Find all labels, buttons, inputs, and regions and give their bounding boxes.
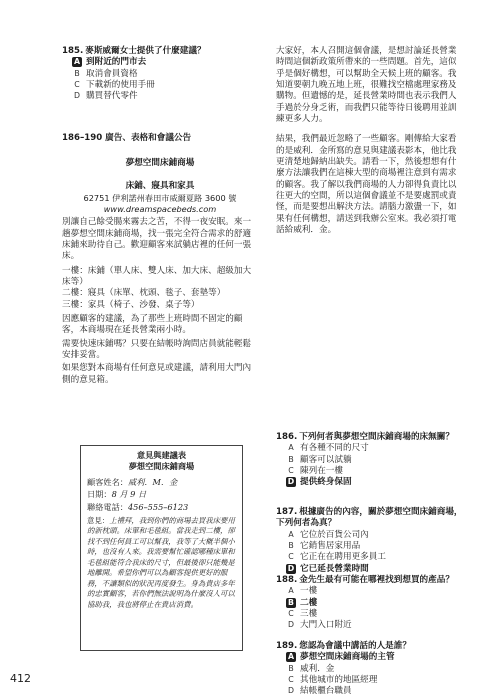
- floor-item: [62, 300, 258, 311]
- question-number: 189.: [276, 641, 298, 651]
- option-d[interactable]: [286, 686, 464, 697]
- option-a[interactable]: [286, 652, 464, 663]
- ad-address: 62751 伊利諾州春田市威爾夏路 3600 號: [83, 192, 237, 203]
- advertisement: [62, 158, 258, 386]
- form-comment: [87, 516, 236, 611]
- option-a[interactable]: [286, 530, 464, 541]
- option-d[interactable]: [286, 477, 464, 488]
- question-text: 麥斯威爾女士提供了什麼建議？: [85, 46, 206, 56]
- field-label: 意見：: [87, 515, 110, 525]
- question-text: 下列何者與夢想空間床鋪商場的床無關？: [299, 432, 454, 442]
- section-heading: 186–190 廣告、表格和會議公告: [62, 133, 192, 143]
- floor-label: 三樓：: [62, 299, 88, 310]
- announcement-para-2: 結果，我們最近忽略了一些顧客。剛傳給大家看的是威利．金所寫的意見與建議表影本，他比我更清楚地歸納出缺失。請看一下，然後想想有什麼方法讓我們在這棟大型的商場裡注意到有需求的顧客。我了解以我們商場的人力卻得負責比以往更大的空間，所以這個會議並不是要處罰或責怪，而是要想出解決方法。請腦力激盪一下，如果有任何構想，請送到我辦公室來。我必須打電話給威利．金。: [276, 134, 457, 236]
- question-186: [276, 432, 464, 489]
- floor-text: 床鋪（單人床、雙人床、加大床、超級加大床等）: [62, 265, 252, 288]
- option-text: 它位於百貨公司內: [300, 529, 369, 540]
- option-c[interactable]: [286, 609, 464, 620]
- option-letter: B: [286, 598, 296, 608]
- option-letter: C: [288, 466, 294, 476]
- option-b[interactable]: [286, 598, 464, 609]
- form-subtitle: 夢想空間床鋪商場: [128, 460, 195, 471]
- question-number: 185.: [62, 46, 84, 56]
- option-text: 它正在在聘用更多員工: [300, 552, 386, 563]
- field-label: 顧客姓名：: [87, 476, 128, 487]
- option-letter: A: [288, 529, 294, 539]
- option-letter: A: [73, 57, 81, 67]
- floor-text: 家具（椅子、沙發、桌子等）: [87, 299, 200, 310]
- ad-store-name: 床鋪、寢具和家具: [125, 181, 195, 192]
- option-text: 威利．金: [300, 663, 335, 674]
- option-text: 到附近的門市去: [86, 57, 147, 68]
- option-letter: A: [288, 443, 294, 453]
- option-text: 三樓: [300, 609, 318, 620]
- option-letter: B: [288, 454, 294, 464]
- question-188: [276, 575, 464, 632]
- option-text: 它已延長營業時間: [300, 563, 369, 574]
- meeting-announcement: [276, 46, 464, 237]
- ad-title: 夢想空間床鋪商場: [125, 158, 195, 168]
- field-value: 威利．M．金: [127, 476, 178, 487]
- option-text: 下載新的使用手冊: [86, 80, 155, 91]
- option-text: 一樓: [300, 586, 318, 597]
- floor-item: [62, 266, 258, 289]
- suggestion-form: [80, 445, 243, 651]
- field-value: 8 月 9 日: [111, 489, 147, 500]
- option-letter: C: [288, 552, 294, 562]
- field-label: 日期：: [87, 489, 112, 500]
- form-date-field: [87, 488, 236, 501]
- option-letter: B: [288, 663, 294, 673]
- option-letter: A: [287, 652, 295, 662]
- option-text: 購買替代零件: [86, 91, 138, 102]
- option-letter: D: [287, 686, 294, 696]
- question-text: 根據廣告的內容，關於夢想空間床鋪商場，下列何者為真？: [276, 507, 463, 529]
- option-letter: B: [288, 541, 294, 551]
- option-text: 顧客可以試躺: [300, 454, 352, 465]
- option-letter: C: [288, 609, 294, 619]
- floor-label: 一樓：: [62, 265, 88, 276]
- question-187: [276, 507, 464, 575]
- question-text: 您認為會議中講話的人是誰？: [299, 641, 411, 651]
- option-a[interactable]: [286, 586, 464, 597]
- form-title: 意見與建議表: [136, 450, 187, 460]
- option-letter: D: [287, 477, 295, 487]
- option-a[interactable]: [72, 57, 258, 68]
- ad-intro: 別讓自己餘受腸來霧去之苦，不得一夜安眠。來一趟夢想空間床鋪商場，找一張完全符合需求的舒適床鋪來助待自己。歡迎顧客來試躺店裡的任何一張床。: [62, 217, 252, 262]
- floor-label: 二樓：: [62, 288, 88, 299]
- option-letter: D: [73, 91, 80, 101]
- question-number: 186.: [276, 432, 298, 442]
- floor-item: [62, 288, 258, 299]
- option-text: 有各種不同的尺寸: [300, 443, 369, 454]
- option-b[interactable]: [286, 664, 464, 675]
- announcement-para-1: 大家好，本人召開這個會議，是想討論延長營業時間這個新政策所帶來的一些問題。首先，這似乎是個好構想，可以幫助全天候上班的顧客。我知道要朝九晚五地上班，很難找空檔處理家務及購物。但遺憾的是，延長營業時間也表示我們人手過於分身乏術，而我們只能等待日後聘用並訓練更多人力。: [276, 46, 457, 125]
- form-phone-field: [87, 501, 236, 514]
- option-text: 提供終身保固: [300, 477, 352, 488]
- floor-list: [62, 266, 258, 311]
- option-b[interactable]: [72, 69, 258, 80]
- option-text: 陳列在一樓: [300, 466, 343, 477]
- option-letter: D: [287, 563, 295, 573]
- option-letter: C: [288, 675, 294, 685]
- option-c[interactable]: [286, 552, 464, 563]
- option-letter: A: [288, 586, 294, 596]
- field-label: 聯絡電話：: [87, 502, 128, 513]
- option-c[interactable]: [72, 80, 258, 91]
- question-185: [62, 46, 258, 103]
- page-number: 412: [10, 672, 31, 685]
- option-d[interactable]: [72, 91, 258, 102]
- option-letter: B: [74, 68, 80, 78]
- question-number: 187.: [276, 507, 298, 517]
- option-b[interactable]: [286, 541, 464, 552]
- option-c[interactable]: [286, 466, 464, 477]
- option-text: 結帳櫃台職員: [300, 686, 352, 697]
- field-value: 上禮拜，我到你們的商場去買我床要用的新枕頭。床單和毛毯組。當我走到二樓，卻找不到任何員工可以幫我，我等了大概半個小時，也沒有人來。我需要幫忙確認哪種床單和毛毯組能符合我床的尺寸，但最後卻只能幾是地離開。希望你們可以為顧客提供更好的服務，不讓類似的狀況再度發生。身為貴店多年的忠實顧客，若你們無法說明為什麼沒人可以協助我，我也將停止在貴店消費。: [87, 515, 235, 609]
- option-b[interactable]: [286, 455, 464, 466]
- question-number: 188.: [276, 575, 298, 585]
- form-name-field: [87, 476, 236, 489]
- option-c[interactable]: [286, 675, 464, 686]
- option-text: 取消會員資格: [86, 68, 138, 79]
- option-text: 夢想空間床鋪商場的主管: [300, 652, 395, 663]
- ad-url[interactable]: www.dreamspacebeds.com: [103, 203, 217, 214]
- question-189: [276, 641, 464, 698]
- ad-para-hours: 因應顧客的建議，為了那些上班時間不固定的顧客，本商場現在延長營業兩小時。: [62, 314, 243, 336]
- option-letter: D: [287, 620, 294, 630]
- option-letter: C: [74, 80, 80, 90]
- option-text: 其他城市的地區經理: [300, 675, 378, 686]
- option-d[interactable]: [286, 564, 464, 575]
- option-a[interactable]: [286, 443, 464, 454]
- option-text: 它銷售居家用品: [300, 541, 361, 552]
- ad-para-delivery: 需要快速床鋪嗎？只要在結帳時詢問店員就能輕鬆安排妥當。: [62, 338, 252, 361]
- option-text: 大門入口附近: [300, 620, 352, 631]
- field-value: 456–555–6123: [127, 502, 189, 513]
- ad-para-suggestion: 如果您對本商場有任何意見或建議，請利用大門內側的意見箱。: [62, 363, 252, 385]
- option-d[interactable]: [286, 620, 464, 631]
- floor-text: 寢具（床單、枕頭、毯子、套墊等）: [87, 288, 226, 299]
- option-text: 二樓: [300, 597, 318, 608]
- question-text: 金先生最有可能在哪裡找到想買的產品？: [299, 575, 454, 585]
